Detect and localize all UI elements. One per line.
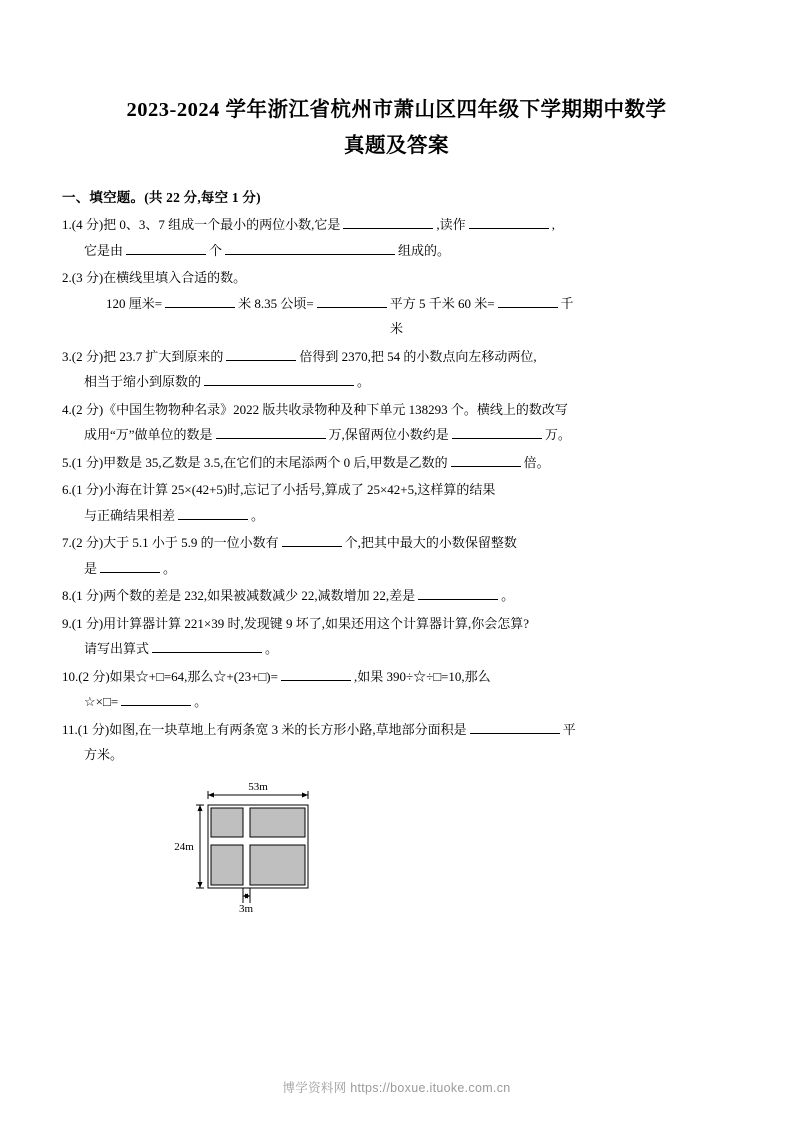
- question-8: [62, 583, 731, 609]
- answer-blank[interactable]: [225, 240, 395, 255]
- answer-blank[interactable]: [498, 293, 558, 308]
- q6-line2-b: 。: [251, 507, 265, 523]
- q9-line2-a: 请写出算式: [84, 641, 150, 656]
- q6-line2-a: 与正确结果相差: [84, 507, 176, 523]
- q6-line1-a: 6.(1 分)小海在计算 25×(42+5)时,忘记了小括号,算成了 25×42+5,这样算的结果: [62, 482, 496, 497]
- question-5: [62, 450, 731, 476]
- answer-blank[interactable]: [452, 424, 542, 439]
- q8-line1-b: 。: [501, 588, 515, 603]
- q9-line2-b: 。: [265, 641, 279, 656]
- answer-blank[interactable]: [281, 666, 351, 681]
- q3-line2-b: 。: [357, 374, 371, 389]
- q2-line3: 米: [389, 321, 403, 336]
- q3-line1-a: 3.(2 分)把 23.7 扩大到原来的: [62, 348, 224, 364]
- q1-line2-a: 它是由: [84, 242, 124, 258]
- q1-line2-b: 个: [209, 242, 223, 258]
- answer-blank[interactable]: [204, 371, 354, 386]
- q11-line1-b: 平: [562, 721, 576, 737]
- q8-line1-a: 8.(1 分)两个数的差是 232,如果被减数减少 22,减数增加 22,差是: [62, 588, 416, 603]
- q4-line2-c: 万。: [544, 427, 571, 442]
- answer-blank[interactable]: [216, 424, 326, 439]
- lawn-path-figure: [162, 778, 731, 918]
- answer-blank[interactable]: [121, 691, 191, 706]
- q4-line2-b: 万,保留两位小数约是: [328, 427, 449, 442]
- question-11: [62, 717, 731, 768]
- answer-blank[interactable]: [317, 293, 387, 308]
- figure-svg: [162, 778, 422, 913]
- q10-line2-a: ☆×□=: [84, 694, 119, 709]
- title-line-1: 2023-2024 学年浙江省杭州市萧山区四年级下学期期中数学: [126, 99, 667, 121]
- answer-blank[interactable]: [343, 214, 433, 229]
- q7-line1-a: 7.(2 分)大于 5.1 小于 5.9 的一位小数有: [62, 535, 279, 550]
- q11-line2-a: 方米。: [84, 747, 124, 762]
- q5-line1-a: 5.(1 分)甲数是 35,乙数是 3.5,在它们的末尾添两个 0 后,甲数是乙数的: [62, 454, 448, 470]
- question-1: [62, 212, 731, 263]
- q2-line2-d: 千: [560, 295, 574, 311]
- q2-line1: 2.(3 分)在横线里填入合适的数。: [62, 270, 247, 285]
- q10-line1-a: 10.(2 分)如果☆+□=64,那么☆+(23+□)=: [62, 668, 278, 684]
- answer-blank[interactable]: [178, 505, 248, 520]
- page-title: [62, 0, 731, 164]
- answer-blank[interactable]: [282, 532, 342, 547]
- q11-line1-a: 11.(1 分)如图,在一块草地上有两条宽 3 米的长方形小路,草地部分面积是: [62, 721, 467, 737]
- q7-line2-b: 。: [163, 560, 177, 576]
- answer-blank[interactable]: [152, 638, 262, 653]
- q4-line2-a: 成用“万”做单位的数是: [84, 427, 213, 442]
- q7-line2-a: 是: [84, 560, 98, 576]
- question-4: [62, 397, 731, 448]
- question-9: [62, 611, 731, 662]
- q10-line1-b: ,如果 390÷☆÷□=10,那么: [353, 668, 491, 684]
- title-line-2: 真题及答案: [344, 135, 449, 157]
- answer-blank[interactable]: [100, 558, 160, 573]
- q4-line1-a: 4.(2 分)《中国生物物种名录》2022 版共收录物种及种下单元 138293 个。横线上的数改写: [62, 401, 568, 417]
- q5-line1-b: 倍。: [523, 454, 550, 470]
- q2-line2-c: 平方 5 千米 60 米=: [389, 295, 495, 311]
- q7-line1-b: 个,把其中最大的小数保留整数: [344, 535, 517, 550]
- section-heading: 一、填空题。(共 22 分,每空 1 分): [62, 190, 261, 205]
- q3-line1-b: 倍得到 2370,把 54 的小数点向左移动两位,: [299, 348, 537, 364]
- question-10: [62, 664, 731, 715]
- answer-blank[interactable]: [418, 585, 498, 600]
- question-3: [62, 344, 731, 395]
- figure-label-bottom-3m: 3m: [238, 902, 254, 913]
- answer-blank[interactable]: [451, 452, 521, 467]
- answer-blank[interactable]: [470, 719, 560, 734]
- q3-line2-a: 相当于缩小到原数的: [84, 374, 202, 389]
- question-2: [62, 265, 731, 342]
- answer-blank[interactable]: [165, 293, 235, 308]
- figure-label-left-24m: 24m: [174, 840, 194, 853]
- answer-blank[interactable]: [226, 346, 296, 361]
- figure-label-top-53m: 53m: [248, 780, 268, 793]
- q1-line2-c: 组成的。: [398, 242, 451, 258]
- q9-line1-a: 9.(1 分)用计算器计算 221×39 时,发现键 9 坏了,如果还用这个计算器计算,你会怎算?: [62, 615, 530, 631]
- answer-blank[interactable]: [469, 214, 549, 229]
- q2-line2-a: 120 厘米=: [106, 295, 163, 311]
- q10-line2-b: 。: [194, 694, 208, 709]
- q1-line1-a: 1.(4 分)把 0、3、7 组成一个最小的两位小数,它是: [62, 217, 341, 232]
- question-7: [62, 530, 731, 581]
- footer-watermark: 博学资料网 https://boxue.ituoke.com.cn: [282, 1081, 511, 1095]
- q2-line2-b: 米 8.35 公顷=: [238, 295, 314, 311]
- q1-line1-c: ,: [551, 217, 555, 232]
- answer-blank[interactable]: [126, 240, 206, 255]
- q1-line1-b: ,读作: [436, 217, 466, 232]
- question-6: [62, 477, 731, 528]
